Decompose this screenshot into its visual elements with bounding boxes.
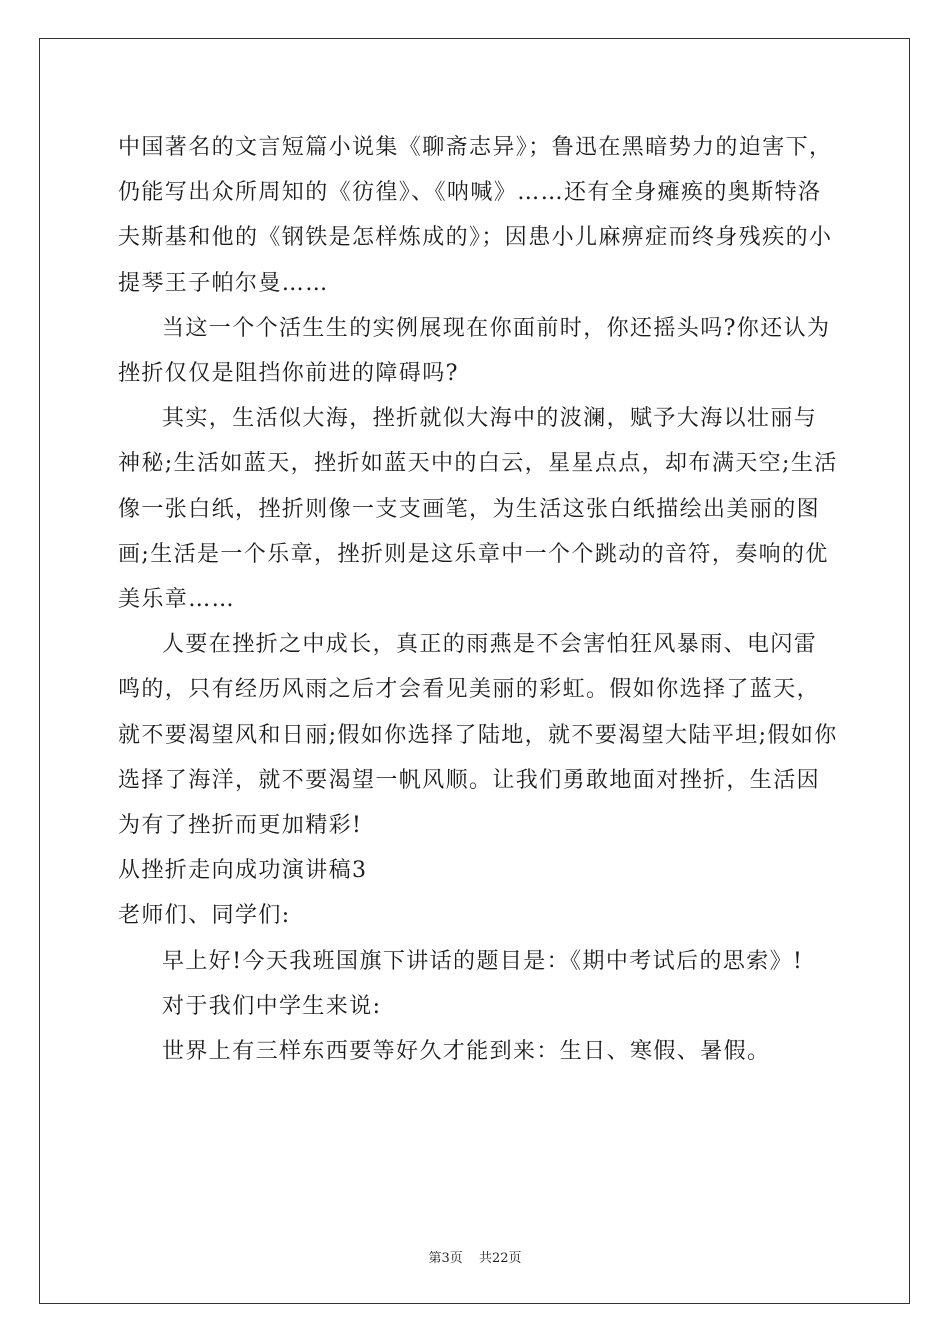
page-footer — [0, 1247, 950, 1266]
paragraph-1: 中国著名的文言短篇小说集《聊斋志异》；鲁迅在黑暗势力的迫害下，仍能写出众所周知的《彷徨》、《呐喊》……还有全身瘫痪的奥斯特洛夫斯基和他的《钢铁是怎样炼成的》；因患小儿麻痹症而终身残疾的小提琴王子帕尔曼…… — [118, 135, 833, 296]
salutation: 老师们、同学们: — [118, 903, 291, 929]
paragraph-2: 当这一个个活生生的实例展现在你面前时，你还摇头吗?你还认为挫折仅仅是阻挡你前进的障碍吗? — [118, 315, 831, 387]
paragraph-intro: 对于我们中学生来说: — [162, 993, 382, 1019]
page-total: 共22页 — [478, 1251, 522, 1266]
page-number: 第3页 — [428, 1251, 463, 1266]
paragraph-list: 世界上有三样东西要等好久才能到来：生日、寒假、暑假。 — [162, 1039, 771, 1065]
paragraph-4: 人要在挫折之中成长，真正的雨燕是不会害怕狂风暴雨、电闪雷鸣的，只有经历风雨之后才会看见美丽的彩虹。假如你选择了蓝天，就不要渴望风和日丽;假如你选择了陆地，就不要渴望大陆平坦;假如你选择了海洋，就不要渴望一帆风顺。让我们勇敢地面对挫折，生活因为有了挫折而更加精彩! — [118, 632, 838, 839]
document-body — [118, 125, 838, 1074]
paragraph-3: 其实，生活似大海，挫折就似大海中的波澜，赋予大海以壮丽与神秘;生活如蓝天，挫折如蓝天中的白云，星星点点，却布满天空;生活像一张白纸，挫折则像一支支画笔，为生活这张白纸描绘出美丽的图画;生活是一个乐章，挫折则是这乐章中一个个跳动的音符，奏响的优美乐章…… — [118, 406, 838, 613]
section-heading: 从挫折走向成功演讲稿3 — [118, 858, 368, 884]
paragraph-greeting: 早上好!今天我班国旗下讲话的题目是：《期中考试后的思索》! — [162, 948, 804, 974]
